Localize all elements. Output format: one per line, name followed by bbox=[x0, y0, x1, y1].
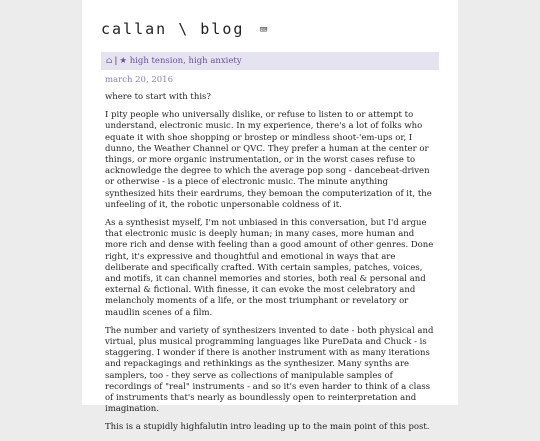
breadcrumb bbox=[101, 52, 439, 70]
post-paragraph: The number and variety of synthesizers invented to date - both physical and virtual, plus musical programming languages like PureData and Chuck - is staggering. I wonder if there is another instrument with as many iterations and repackagings and rethinkings as the synthesizer. Many synths are samplers, too - they serve as collections of manipulable samples of recordings of "real" instruments - and so it's even harder to think of a class of instruments that's nearly as boundlessly open to reinterpretation and imagination. bbox=[105, 325, 434, 415]
post-paragraph: I pity people who universally dislike, or refuse to listen to or attempt to understand, electronic music. In my experience, there's a lot of folks who equate it with shoe shopping or brostep or mindless shoot-'em-ups or, I dunno, the Weather Channel or QVC. They prefer a human at the center or things, or more organic instrumentation, or in the worst cases refuse to acknowledge the degree to which the average pop song - dancebeat-driven or otherwise - is a piece of electronic music. The minute anything synthesized hits their eardrums, they bemoan the computerization of it, the unfeeling of it, the robotic unpersonable coldness of it. bbox=[105, 110, 432, 210]
blog-page bbox=[82, 0, 458, 433]
breadcrumb-separator: | bbox=[114, 56, 118, 66]
star-icon: ★ bbox=[119, 56, 127, 66]
site-title[interactable] bbox=[101, 20, 267, 38]
site-title-text: callan \ blog bbox=[101, 20, 245, 38]
post-paragraph: As a synthesist myself, I'm not unbiased in this conversation, but I'd argue that electronic music is deeply human; in many cases, more human and more rich and dense with feeling than a good amount of other genres. Done right, it's expressive and thoughtful and emotional in ways that are deliberate and specifically crafted. With certain samples, patches, voices, and motifs, it can channel memories and stories, both real & personal and external & fictional. With finesse, it can evoke the most celebratory and melancholy moments of a life, or the most triumphant or revelatory or maudlin scenes of a film. bbox=[105, 218, 434, 318]
post-paragraph: This is a stupidly highfalutin intro leading up to the main point of this post. bbox=[105, 422, 430, 433]
post-date: march 20, 2016 bbox=[105, 75, 173, 85]
home-icon[interactable]: ⌂ bbox=[106, 56, 113, 66]
breadcrumb-post-title[interactable]: high tension, high anxiety bbox=[129, 56, 242, 66]
keyboard-icon: ⌨ bbox=[259, 23, 268, 38]
post-paragraph: where to start with this? bbox=[105, 92, 211, 102]
post-body bbox=[105, 92, 437, 441]
